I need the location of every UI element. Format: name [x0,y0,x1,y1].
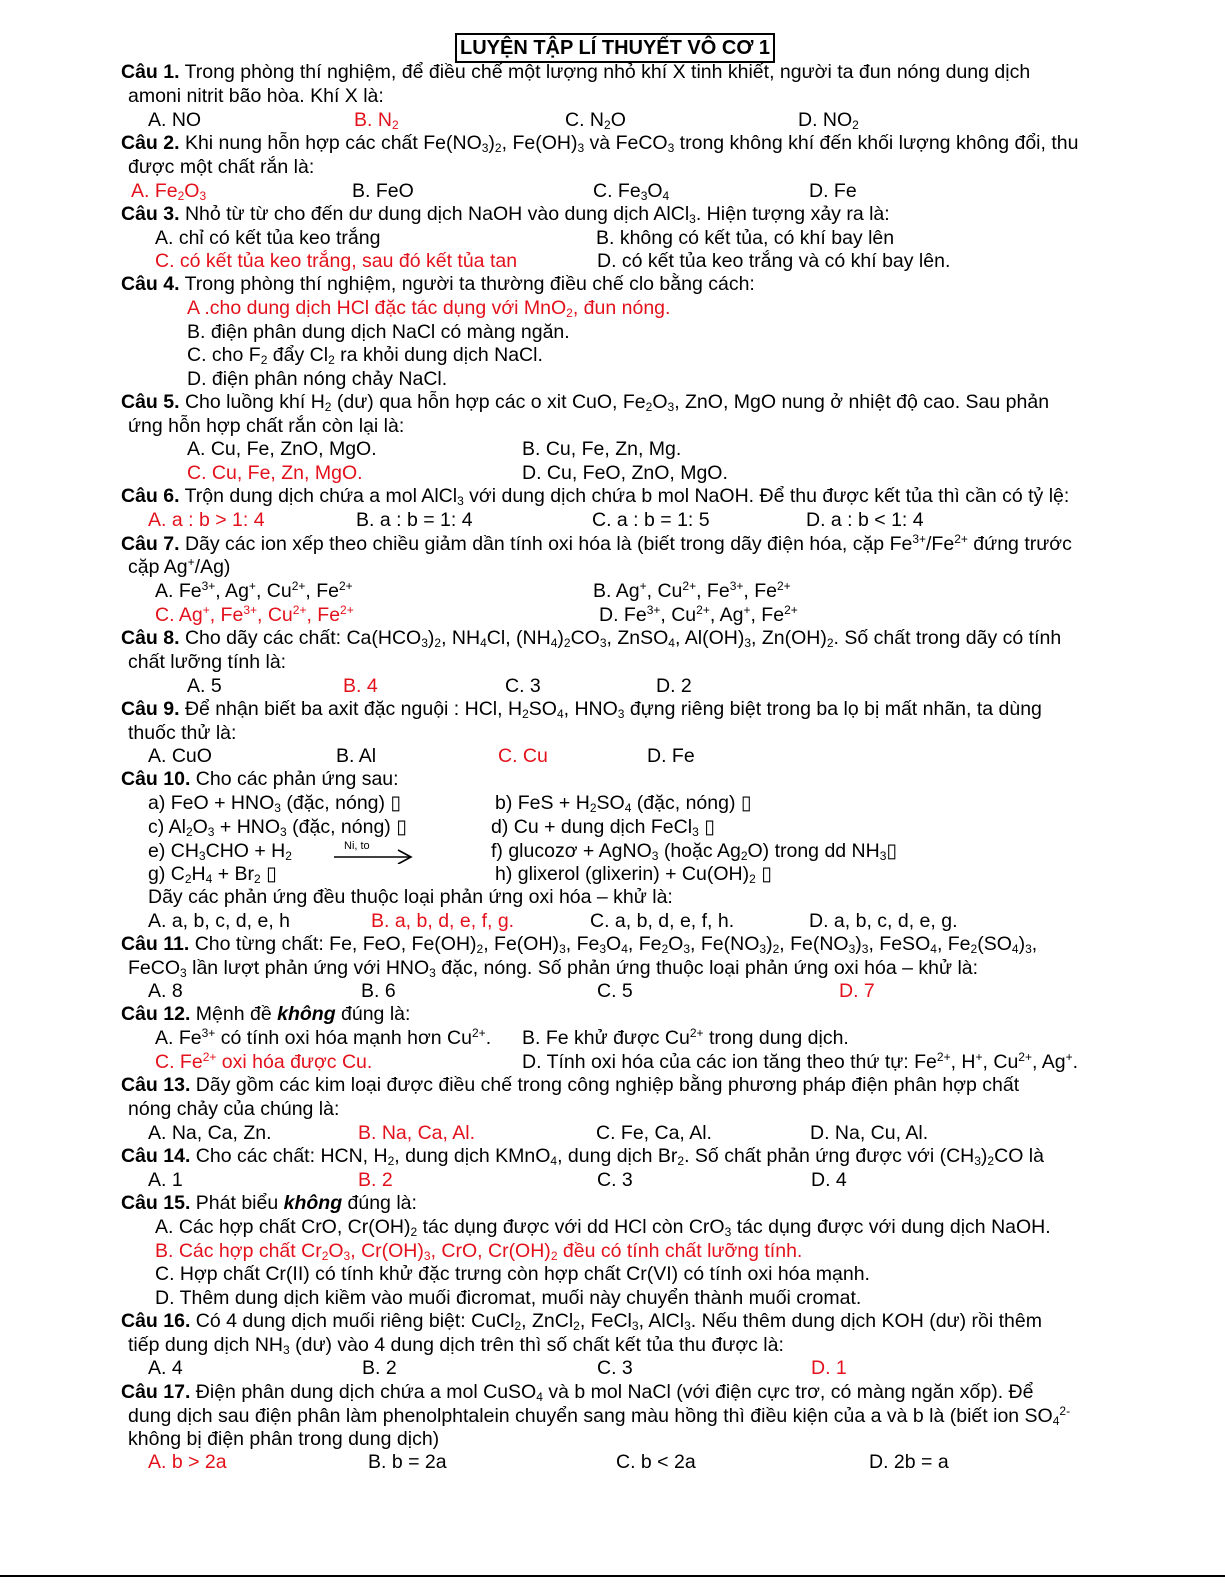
question-7-stem: Câu 7. Dãy các ion xếp theo chiều giảm dần tính oxi hóa là (biết trong dãy điện hóa, cặp $Fe^{3+}/Fe^{2+}$ đứng trước [121,532,1072,555]
question-12-option-b: B. Fe khử được $Cu^{2+}$ trong dung dịch. [522,1026,849,1049]
question-13-option-b: B. Na, Ca, Al. [358,1122,476,1144]
question-10-option-b: B. a, b, d, e, f, g. [371,910,515,932]
question-3-option-c: C. có kết tủa keo trắng, sau đó kết tủa tan [155,250,518,272]
question-17-option-d: D. 2b = a [869,1451,949,1473]
question-12-stem: Câu 12. Mệnh đề không đúng là: [121,1003,411,1025]
question-17-stem: Câu 17. Điện phân dung dịch chứa a mol CuSO$_4$ và b mol NaCl (với điện cực trơ, có màng ngăn xốp). Để [121,1381,1034,1404]
question-10-stem-cont: Dãy các phản ứng đều thuộc loại phản ứng oxi hóa – khử là: [148,886,673,908]
question-5-option-d: D. Cu, FeO, ZnO, MgO. [522,462,728,484]
question-17-stem-cont-2: không bị điện phân trong dung dịch) [128,1428,440,1450]
question-15-option-b: B. Các hợp chất $Cr_2O_3$, $Cr(OH)_3$, CrO, $Cr(OH)_2$ đều có tính chất lưỡng tính. [155,1240,803,1263]
question-9-option-a: A. CuO [148,745,212,767]
question-12-option-c: C. $Fe^{2+}$ oxi hóa được Cu. [155,1050,373,1073]
question-2-option-d: D. Fe [809,180,857,202]
question-2-stem-cont: được một chất rắn là: [128,156,315,178]
question-3-option-d: D. có kết tủa keo trắng và có khí bay lên. [597,250,951,272]
question-16-option-a: A. 4 [148,1357,183,1379]
question-9-stem: Câu 9. Để nhận biết ba axit đặc nguội : HCl, $H_2SO_4$, $HNO_3$ đựng riêng biệt trong ba lọ bị mất nhãn, ta dùng [121,698,1042,721]
question-17-option-a: A. b > 2a [148,1451,227,1473]
question-10-reaction-d: d) Cu + dung dịch FeCl$_3$ ▯ [491,816,715,839]
question-9-option-c: C. Cu [498,745,548,767]
question-9-option-b: B. Al [336,745,377,767]
question-17-option-c: C. b < 2a [616,1451,696,1473]
question-16-option-b: B. 2 [362,1357,397,1379]
question-1-stem: Câu 1. Trong phòng thí nghiệm, để điều chế một lượng nhỏ khí X tinh khiết, người ta đun nóng dung dịch [121,61,1031,83]
question-11-option-a: A. 8 [148,980,183,1002]
question-16-stem: Câu 16. Có 4 dung dịch muối riêng biệt: CuCl$_2$, ZnCl$_2$, FeCl$_3$, AlCl$_3$. Nếu thêm dung dịch KOH (dư) rồi thêm [121,1310,1042,1333]
question-8-stem-cont: chất lưỡng tính là: [128,651,287,673]
question-5-stem: Câu 5. Cho luồng khí $H_2$ (dư) qua hỗn hợp các o xit CuO, $Fe_2O_3$, ZnO, MgO nung ở nhiệt độ cao. Sau phản [121,391,1050,414]
question-17-stem-cont: dung dịch sau điện phân làm phenolphtalein chuyển sang màu hồng thì điều kiện của a và b là (biết ion $SO_4^{2-}$ [128,1404,1071,1428]
question-15-option-c: C. Hợp chất Cr(II) có tính khử đặc trưng còn hợp chất Cr(VI) có tính oxi hóa mạnh. [155,1263,870,1285]
question-16-option-d: D. 1 [811,1357,847,1379]
question-10-reaction-e: e) $CH_3CHO + H_2$ [148,840,292,863]
question-13-option-a: A. Na, Ca, Zn. [148,1122,272,1144]
question-5-option-a: A. Cu, Fe, ZnO, MgO. [187,438,377,460]
question-9-option-d: D. Fe [647,745,695,767]
question-4-option-c: C. cho $F_2$ đẩy $Cl_2$ ra khỏi dung dịch NaCl. [187,344,543,367]
question-15-option-d: D. Thêm dung dịch kiềm vào muối đicromat, muối này chuyển thành muối cromat. [155,1287,862,1309]
question-7-stem-cont: cặp Ag+/Ag) [128,555,231,578]
question-11-stem: Câu 11. Cho từng chất: Fe, FeO, $Fe(OH)_2$, $Fe(OH)_3$, $Fe_3O_4$, $Fe_2O_3$, $Fe(NO_3)_2$, $Fe(NO_3)_3$, FeSO$_4$, $Fe_2(SO_4)_3$, [121,933,1038,956]
question-5-stem-cont: ứng hỗn hợp chất rắn còn lại là: [128,415,405,437]
question-3-stem: Câu 3. Nhỏ từ từ cho đến dư dung dịch NaOH vào dung dịch AlCl$_3$. Hiện tượng xảy ra là: [121,203,890,226]
question-7-option-d: D. $Fe^{3+}$, $Cu^{2+}$, Ag+, $Fe^{2+}$ [599,603,798,626]
question-8-option-d: D. 2 [656,675,692,697]
question-6-option-d: D. a : b < 1: 4 [806,509,924,531]
question-13-stem: Câu 13. Dãy gồm các kim loại được điều chế trong công nghiệp bằng phương pháp điện phân hợp chất [121,1074,1020,1096]
question-17-option-b: B. b = 2a [368,1451,447,1473]
question-12-option-d: D. Tính oxi hóa của các ion tăng theo thứ tự: $Fe^{2+}$, H+, $Cu^{2+}$, Ag+. [522,1050,1079,1073]
question-1-stem-cont: amoni nitrit bão hòa. Khí X là: [128,85,384,107]
question-10-reaction-f: f) glucozơ + AgNO$_3$ (hoặc $Ag_2O$) trong dd $NH_3▯$ [491,840,898,863]
question-4-option-b: B. điện phân dung dịch NaCl có màng ngăn. [187,321,570,343]
question-14-option-a: A. 1 [148,1169,183,1191]
question-10-reaction-h: h) glixerol (glixerin) + $Cu(OH)_2$ ▯ [495,863,772,886]
question-5-option-c: C. Cu, Fe, Zn, MgO. [187,462,363,484]
question-4-option-a: A .cho dung dịch HCl đặc tác dụng với MnO$_2$, đun nóng. [187,297,671,320]
question-2-option-c: C. $Fe_3O_4$ [593,180,670,203]
question-1-option-b: B. $N_2$ [354,109,399,132]
question-1-option-d: D. $NO_2$ [798,109,859,132]
question-15-stem: Câu 15. Phát biểu không đúng là: [121,1192,417,1214]
question-7-option-a: A. $Fe^{3+}$, Ag+, $Cu^{2+}$, $Fe^{2+}$ [155,579,353,602]
question-11-option-d: D. 7 [839,980,875,1002]
question-6-option-c: C. a : b = 1: 5 [592,509,710,531]
question-16-stem-cont: tiếp dung dịch $NH_3$ (dư) vào 4 dung dịch trên thì số chất kết tủa thu được là: [128,1334,784,1357]
question-15-option-a: A. Các hợp chất CrO, $Cr(OH)_2$ tác dụng được với dd HCl còn CrO$_3$ tác dụng được với dung dịch NaOH. [155,1216,1051,1239]
question-13-option-d: D. Na, Cu, Al. [810,1122,929,1144]
question-4-stem: Câu 4. Trong phòng thí nghiệm, người ta thường điều chế clo bằng cách: [121,273,755,295]
question-9-stem-cont: thuốc thử là: [128,722,237,744]
question-12-option-a: A. $Fe^{3+}$ có tính oxi hóa mạnh hơn $Cu^{2+}$. [155,1026,492,1049]
question-11-stem-cont: FeCO$_3$ lần lượt phản ứng với $HNO_3$ đặc, nóng. Số phản ứng thuộc loại phản ứng oxi hóa – khử là: [128,957,979,980]
question-10-stem: Câu 10. Cho các phản ứng sau: [121,768,399,790]
question-3-option-a: A. chỉ có kết tủa keo trắng [155,227,381,249]
question-2-stem: Câu 2. Khi nung hỗn hợp các chất $Fe(NO_3)_2$, $Fe(OH)_3$ và FeCO$_3$ trong không khí đến khối lượng không đổi, thu [121,132,1079,155]
question-10-reaction-c: c) $Al_2O_3 + HNO_3$ (đặc, nóng) ▯ [148,816,407,839]
question-6-stem: Câu 6. Trộn dung dịch chứa a mol AlCl$_3$ với dung dịch chứa b mol NaOH. Để thu được kết tủa thì cần có tỷ lệ: [121,485,1070,508]
question-7-option-c: C. Ag+, $Fe^{3+}$, $Cu^{2+}$, $Fe^{2+}$ [155,603,354,626]
question-1-option-a: A. NO [148,109,202,131]
reaction-arrow-icon [332,838,414,864]
question-6-option-a: A. a : b > 1: 4 [148,509,265,531]
question-1-option-c: C. $N_2O$ [565,109,626,132]
question-16-option-c: C. 3 [597,1357,633,1379]
question-8-option-a: A. 5 [187,675,222,697]
question-14-stem: Câu 14. Cho các chất: HCN, $H_2$, dung dịch KMnO$_4$, dung dịch $Br_2$. Số chất phản ứng được với $(CH_3)_2CO$ là [121,1145,1044,1168]
page-bottom-divider [0,1575,1225,1577]
question-10-reaction-a: a) FeO + $HNO_3$ (đặc, nóng) ▯ [148,792,402,815]
question-6-option-b: B. a : b = 1: 4 [356,509,473,531]
question-14-option-b: B. 2 [358,1169,393,1191]
question-10-option-a: A. a, b, c, d, e, h [148,910,290,932]
question-4-option-d: D. điện phân nóng chảy NaCl. [187,368,448,390]
question-5-option-b: B. Cu, Fe, Zn, Mg. [522,438,682,460]
question-8-option-b: B. 4 [343,675,378,697]
question-10-option-c: C. a, b, d, e, f, h. [590,910,735,932]
question-7-option-b: B. Ag+, $Cu^{2+}$, $Fe^{3+}$, $Fe^{2+}$ [593,579,791,602]
question-8-option-c: C. 3 [505,675,541,697]
question-10-option-d: D. a, b, c, d, e, g. [809,910,958,932]
question-11-option-c: C. 5 [597,980,633,1002]
question-3-option-b: B. không có kết tủa, có khí bay lên [596,227,895,249]
question-14-option-d: D. 4 [811,1169,847,1191]
question-11-option-b: B. 6 [361,980,396,1002]
question-2-option-a: A. $Fe_2O_3$ [131,180,207,203]
question-8-stem: Câu 8. Cho dãy các chất: $Ca(HCO_3)_2$, $NH_4Cl$, $(NH_4)_2CO_3$, ZnSO$_4$, $Al(OH)_3$, $Zn(OH)_2$. Số chất trong dãy có tính [121,627,1062,650]
question-10-reaction-b: b) FeS + $H_2SO_4$ (đặc, nóng) ▯ [495,792,752,815]
question-14-option-c: C. 3 [597,1169,633,1191]
question-13-stem-cont: nóng chảy của chúng là: [128,1098,340,1120]
question-13-option-c: C. Fe, Ca, Al. [596,1122,712,1144]
arrow-label: Ni, to [344,840,370,852]
page-title: LUYỆN TẬP LÍ THUYẾT VÔ CƠ 1 [455,33,775,63]
question-2-option-b: B. FeO [352,180,414,202]
question-10-reaction-g: g) $C_2H_4 + Br_2$ ▯ [148,863,277,886]
